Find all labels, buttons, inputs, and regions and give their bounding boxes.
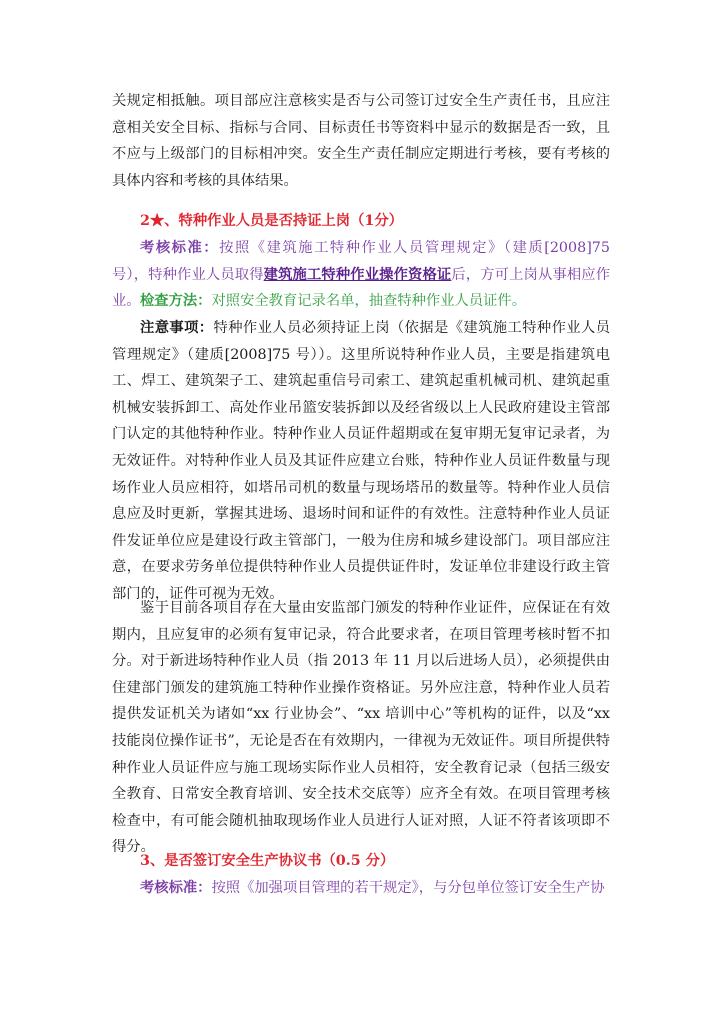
precautions-text: 特种作业人员必须持证上岗（依据是《建筑施工特种作业人员管理规定》（建质[2008]75 号））。这里所说特种作业人员，主要是指建筑电工、焊工、建筑架子工、建筑起重信号司索工、建筑起重机械司机、建筑起重机械安装拆卸工、高处作业吊篮安装拆卸以及经省级以上人民政府建设主管部门认定的其他特种作业。特种作业人员证件超期或在复审期无复审记录者，为无效证件。对特种作业人员及其证件应建立台账，特种作业人员证件数量与现场作业人员应相符，如塔吊司机的数量与现场塔吊的数量等。特种作业人员信息应及时更新，掌握其进场、退场时间和证件的有效性。注意特种作业人员证件发证单位应是建设行政主管部门，一般为住房和城乡建设部门。项目部应注意，在要求劳务单位提供特种作业人员提供证件时，发证单位非建设行政主管部门的，证件可视为无效。 bbox=[112, 320, 610, 602]
section-heading-2: 2★、特种作业人员是否持证上岗（1分） bbox=[140, 213, 403, 229]
precautions-2 bbox=[112, 315, 610, 608]
paragraph-responsibility: 关规定相抵触。项目部应注意核实是否与公司签订过安全生产责任书，且应注意相关安全目标、指标与合同、目标责任书等资料中显示的数据是否一致，且不应与上级部门的目标相冲突。安全生产责任制应定期进行考核，要有考核的具体内容和考核的具体结果。 bbox=[112, 93, 610, 189]
inspection-method-2 bbox=[112, 288, 610, 315]
standard-text-a: 按照《建筑施工特种作业人员管理规定》（建质[2008]75 号），特种作业人员取得 bbox=[112, 240, 610, 283]
certificate-link[interactable]: 建筑施工特种作业操作资格证 bbox=[263, 266, 452, 283]
precautions-label: 注意事项： bbox=[140, 320, 214, 336]
standard-text-3: 按照《加强项目管理的若干规定》，与分包单位签订安全生产协 bbox=[211, 880, 605, 896]
standard-label-3: 考核标准： bbox=[140, 880, 212, 896]
assessment-standard-3 bbox=[112, 875, 610, 902]
method-label: 检查方法： bbox=[140, 293, 212, 309]
method-text: 对照安全教育记录名单，抽查特种作业人员证件。 bbox=[211, 293, 527, 309]
paragraph-certificates: 鉴于目前各项目存在大量由安监部门颁发的特种作业证件，应保证在有效期内，且应复审的必须有复审记录，符合此要求者，在项目管理考核时暂不扣分。对于新进场特种作业人员（指 2013 年 11 月以后进场人员），必须提供由住建部门颁发的建筑施工特种作业操作资格证。另外应注意，特种作业人员若提供发证机关为诸如“xx 行业协会”、“xx 培训中心”等机构的证件，以及“xx 技能岗位操作证书”，无论是否在有效期内，一律视为无效证件。项目所提供特种作业人员证件应与施工现场实际作业人员相符，安全教育记录（包括三级安全教育、日常安全教育培训、安全技术交底等）应齐全有效。在项目管理考核检查中，有可能会随机抽取现场作业人员进行人证对照，人证不符者该项即不得分。 bbox=[112, 600, 610, 856]
standard-text-b: 后，方可上岗从事相应作业。 bbox=[112, 266, 611, 310]
standard-label: 考核标准： bbox=[140, 240, 220, 256]
section-heading-3: 3、是否签订安全生产协议书（0.5 分） bbox=[140, 853, 395, 869]
